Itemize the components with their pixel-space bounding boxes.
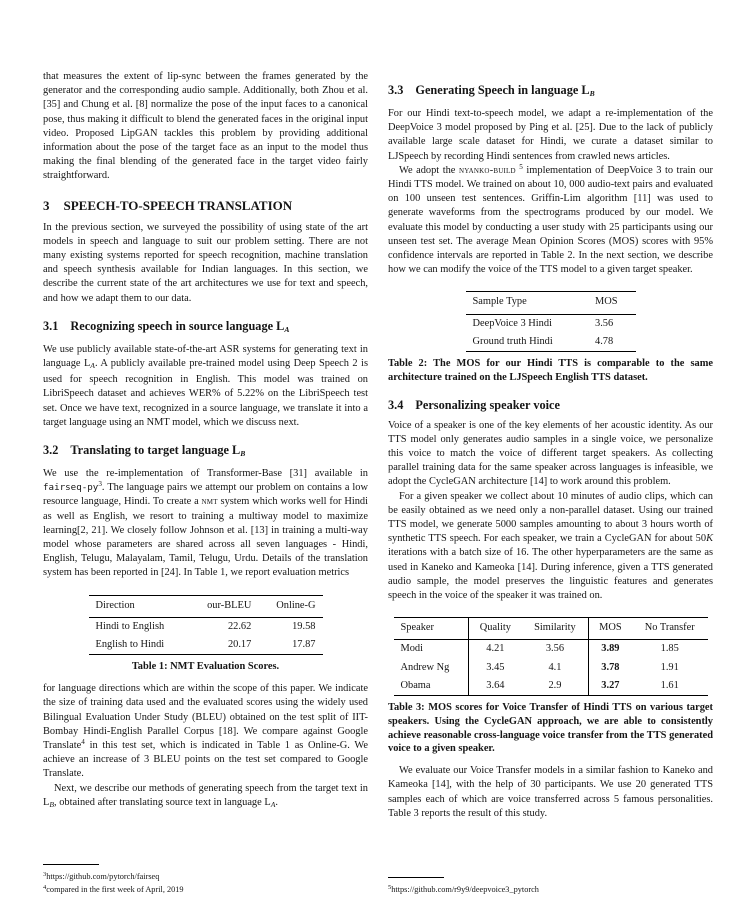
table-cell: 19.58 <box>292 620 316 632</box>
table-cell: 4.21 <box>486 643 505 655</box>
text-sup: 4 <box>81 737 85 746</box>
text-i: K <box>706 533 713 545</box>
table-3-wrap <box>388 617 713 756</box>
table-1-head <box>89 595 323 617</box>
text-run: Generating Speech in language L <box>415 83 590 97</box>
table-cell: 3.27 <box>601 679 620 691</box>
column-left <box>43 70 368 900</box>
paragraph <box>388 419 713 490</box>
table-cell: Ground truth Hindi <box>472 335 553 347</box>
section-number: 3 <box>43 197 50 213</box>
text-run: Personalizing speaker voice <box>415 397 560 412</box>
footnote-marker: 5 <box>388 884 392 892</box>
table-header-row <box>466 292 636 314</box>
paragraph <box>388 764 713 821</box>
section-heading <box>43 198 368 214</box>
table-cell: Modi <box>394 640 469 659</box>
footnote-text: https://github.com/pytorch/fairseq <box>46 871 160 881</box>
table-cell: 22.62 <box>227 620 252 632</box>
table-2-body <box>466 314 636 351</box>
table-row <box>466 333 636 352</box>
text-run: We adopt the <box>399 164 459 176</box>
text-run: We evaluate our Voice Transfer models in a similar fashion to Kaneko and Kameoka [14], with the help of 30 participants. We use 20 generated TTS samples each of which are voice transferred across 5 famous personalities. Table 3 reports the result of this study. <box>388 765 713 819</box>
table-row <box>466 314 636 333</box>
table-header-cell: Quality <box>479 622 511 634</box>
paragraph <box>43 70 368 184</box>
paragraph <box>43 782 368 812</box>
paragraph <box>43 343 368 430</box>
text-run: iterations with a batch size of 16. The other hyperparameters are the same as used in Kaneko and Kameoka [14]. During inference, given a TTS generated audio sample, the model preserves the linguistic features and generates speech in the voice of the speaker it was trained on. <box>388 547 713 602</box>
footnote-marker: 3 <box>43 870 47 878</box>
table-cell: 3.78 <box>601 661 620 673</box>
table-row <box>394 659 708 677</box>
column-right <box>388 70 713 900</box>
footnotes <box>43 864 368 896</box>
subsection-number: 3.4 <box>388 397 404 412</box>
text-run: Next, we describe our methods of generating speech from the target text in L <box>43 782 368 808</box>
text-run: implementation of DeepVoice 3 to train our Hindi TTS model. We trained on about 10, 000 audio-text pairs and evaluated on 100 unseen test sentences. Griffin-Lim algorithm [11] was used to generate waveforms from the spectrograms produced by our model. We evaluate this model by conducting a user study with 25 participants using our unseen test set. The average Mean Opinion Scores (MOS) scores with 95% confidence intervals are reported in Table 2. In the next section, we describe how we can modify the voice of the TTS model to a given target speaker. <box>388 164 713 276</box>
table-2-wrap <box>388 291 713 384</box>
subsection-heading <box>43 319 368 337</box>
footnote <box>43 882 368 896</box>
text-run: Recognizing speech in source language L <box>70 318 285 333</box>
paragraph <box>388 490 713 604</box>
paragraph <box>43 221 368 306</box>
text-run: In the previous section, we surveyed the possibility of using state of the art models in speech and language to suit our problem setting. There are not many existing systems reported for speech recognition, machine translation and speech synthesis available for Indian languages. In this section, we describe the current state of the art architectures we use for text and speech, and how we adapt them to our data. <box>43 221 368 304</box>
table-row <box>394 677 708 696</box>
table-cell: 1.91 <box>660 661 679 673</box>
text-sub: B <box>240 449 246 459</box>
text-run: for language directions which are within the scope of this paper. We indicate the size of training data used and the evaluated scores using the widely used Bilingual Evaluation Under Study (BLEU) obtained on the test split of IIT-Bombay Hindi-English Parallel Corpus [18]. We compare against Google Translate <box>43 683 368 751</box>
footnotes <box>388 877 713 896</box>
table-3-head <box>394 618 708 640</box>
footnote-text: https://github.com/r9y9/deepvoice3_pytorch <box>391 885 539 895</box>
text-sc: nyanko-build <box>458 164 516 176</box>
text-sub: A <box>90 361 95 371</box>
paragraph <box>43 682 368 781</box>
text-run: that measures the extent of lip-sync between the frames generated by the generator and the corresponding audio sample. Additionally, both Zhou et al. [35] and Chung et al. [8] normalize the pose of the input faces to a canonical pose, thus making it difficult to blend the generated faces in the original input video. Proposed LipGAN tackles this problem by providing additional information about the pose of the target face as an input to the model thus making the final blending of the generated face in the target video fairly straightforward. <box>43 71 368 182</box>
table-header-cell: MOS <box>599 622 622 634</box>
subsection-number: 3.3 <box>388 83 404 97</box>
table-1-body <box>89 617 323 654</box>
table-cell: 4.1 <box>522 659 588 677</box>
text-run: , obtained after translating source text in language L <box>54 796 271 808</box>
footnote-marker: 4 <box>43 884 47 892</box>
table-3-body <box>394 640 708 696</box>
table-header-cell: No Transfer <box>644 622 695 634</box>
text-sc: nmt <box>201 496 218 508</box>
paragraph <box>388 107 713 164</box>
table-cell: 2.9 <box>522 677 588 696</box>
table-cell: 3.45 <box>486 661 505 673</box>
footnote <box>388 882 713 896</box>
table-2-caption: Table 2: The MOS for our Hindi TTS is comparable to the same architecture trained on the LJSpeech English TTS dataset. <box>388 358 713 383</box>
text-run: . The language pairs we attempt our problem on contains a low resource language, Hindi. To create a <box>43 482 368 508</box>
text-run: Voice of a speaker is one of the key elements of her acoustic identity. As our TTS model only generates audio samples in a single voice, we personalize this voice to match the voice of different target speakers. As collecting parallel training data for the same speaker across languages is infeasible, we adopt the CycleGAN architecture [14] to work around this problem. <box>388 419 713 488</box>
table-cell: 17.87 <box>292 639 316 651</box>
footnote-rule <box>388 877 444 878</box>
table-cell: 4.78 <box>595 335 614 347</box>
subsection-heading <box>388 83 713 101</box>
text-sup: 3 <box>98 480 102 489</box>
footnote <box>43 869 368 883</box>
text-run: in this test set, which is indicated in Table 1 as Online-G. We achieve an increase of 3 BLEU points on the test set compared to Google Translate. <box>43 739 368 780</box>
text-run: system which works well for Hindi as well as English, we resort to training a multiway model to maximize learning[2, 21]. We closely follow Johnson et al. [13] in training a multi-way model whose parameters are shared across all seven languages - Hindi, English, Telugu, Malayalam, Tamil, Telugu, Urdu. Details of the translation system has been reported in [24]. In Table 1, we report evaluation metrics <box>43 496 368 579</box>
text-run: We use publicly available state-of-the-art ASR systems for generating text in language L <box>43 343 368 370</box>
table-2-head <box>466 292 636 314</box>
table-header-row <box>394 618 708 640</box>
table-cell: 1.61 <box>660 679 679 691</box>
text-run: We use the re-implementation of Transformer-Base [31] available in <box>43 468 368 480</box>
subsection-number: 3.2 <box>43 443 59 458</box>
section-title: SPEECH-TO-SPEECH TRANSLATION <box>63 197 293 213</box>
subsection-heading <box>43 443 368 461</box>
table-cell: 3.64 <box>486 679 505 691</box>
table-cell: Hindi to English <box>95 620 165 632</box>
text-sub: B <box>49 799 54 809</box>
table-header-cell: Online-G <box>276 599 316 611</box>
text-sup: 5 <box>519 162 523 171</box>
table-header-cell: Similarity <box>522 618 588 640</box>
footnote-text: compared in the first week of April, 2019 <box>46 885 184 895</box>
text-mono: fairseq-py <box>43 482 99 494</box>
table-3-caption: Table 3: MOS scores for Voice Transfer of Hindi TTS on various target speakers. Using the CycleGAN approach, we are able to consistently achieve reasonable cross-language voice transfer from the TTS generated voice to a given speaker. <box>388 702 713 755</box>
table-cell: Andrew Ng <box>394 659 469 677</box>
table-header-cell: MOS <box>595 296 618 308</box>
text-sub: B <box>589 89 595 98</box>
table-2 <box>466 291 636 352</box>
table-row <box>89 636 323 655</box>
paragraph <box>43 467 368 581</box>
table-cell: English to Hindi <box>95 639 165 651</box>
table-header-cell: Speaker <box>394 618 469 640</box>
table-cell: 3.89 <box>601 643 620 655</box>
text-sub: A <box>284 324 290 334</box>
text-run: Translating to target language L <box>70 443 241 458</box>
text-run: For our Hindi text-to-speech model, we adapt a re-implementation of the DeepVoice 3 model proposed by Ping et al. [25]. Due to the lack of publicly available large scale dataset for Hindi, we curate a dataset similar to LJSpeech by recording Hindi sentences from crawled news articles. <box>388 108 713 162</box>
table-row <box>89 617 323 636</box>
table-1-caption: Table 1: NMT Evaluation Scores. <box>131 661 280 673</box>
table-cell: 3.56 <box>522 640 588 659</box>
text-run: . <box>275 796 278 808</box>
table-cell: 1.85 <box>660 643 679 655</box>
table-cell: 3.56 <box>595 317 614 329</box>
table-header-cell: Sample Type <box>472 296 527 308</box>
subsection-heading <box>388 398 713 413</box>
table-header-row <box>89 595 323 617</box>
footnote-rule <box>43 864 99 865</box>
table-1 <box>89 595 323 656</box>
subsection-number: 3.1 <box>43 318 59 333</box>
table-header-cell: our-BLEU <box>207 599 252 611</box>
table-3 <box>394 617 708 696</box>
table-cell: Obama <box>394 677 469 696</box>
paragraph <box>388 164 713 278</box>
text-sub: A <box>270 799 276 809</box>
text-run: . A publicly available pre-trained model using Deep Speech 2 is used for speech recognition in English. This model was trained on LibriSpeech dataset and achieves WER% of 5.22% on the LibriSpeech test set. Once we have text, recognized in a source language, we translate it into a target language using an NMT model, which we discuss next. <box>43 358 368 428</box>
table-row <box>394 640 708 659</box>
table-header-cell: Direction <box>95 599 135 611</box>
table-cell: DeepVoice 3 Hindi <box>472 317 552 329</box>
text-run: For a given speaker we collect about 10 minutes of audio clips, which can be easily obtained as we need only a non-parallel dataset. Using our trained TTS model, we generate 5000 samples amounting to about 3 hours worth of synthetic TTS speech. For each speaker, we train a CycleGAN for about 50 <box>388 490 713 545</box>
table-cell: 20.17 <box>227 639 252 651</box>
table-1-wrap <box>43 595 368 674</box>
